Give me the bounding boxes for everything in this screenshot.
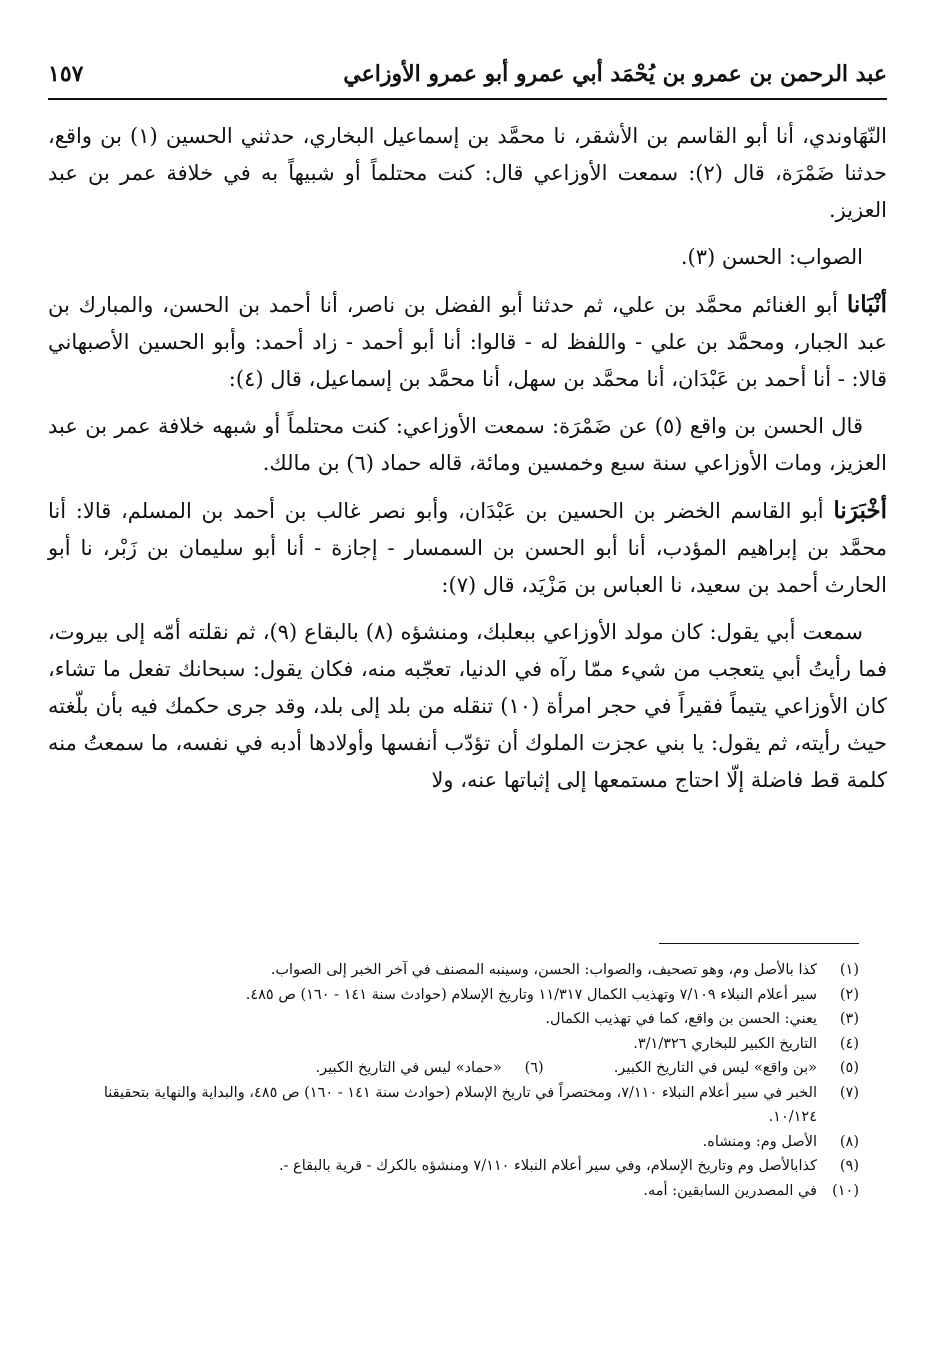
footnote-number: (١٠): [832, 1182, 859, 1199]
footnote-text: الخبر في سير أعلام النبلاء ٧/١١٠، ومختصراً في تاريخ الإسلام (حوادث سنة ١٤١ - ١٦٠) ص ٤٨٥، والبداية والنهاية بتحقيقنا ١٠/١٢٤.: [103, 1084, 817, 1125]
footnote-number: (٢): [839, 986, 859, 1003]
footnote-text: في المصدرين السابقين: أمه.: [643, 1182, 817, 1199]
paragraph-5: [48, 492, 887, 604]
footnote-text: كذابالأصل وم وتاريخ الإسلام، وفي سير أعلام النبلاء ٧/١١٠ ومنشؤه بالكرك - قرية بالبقاع -.: [278, 1158, 817, 1174]
footnote-10: [60, 1179, 859, 1204]
footnote-divider: [659, 943, 859, 944]
footnote-number: (٤): [839, 1035, 859, 1052]
page-number: ١٥٧: [48, 61, 84, 87]
footnote-text-secondary: «حماد» ليس في التاريخ الكبير.: [315, 1060, 502, 1076]
paragraph-5-text: أبو القاسم الخضر بن الحسين بن عَبْدَان، وأبو نصر غالب بن أحمد بن المسلم، قالا: أنا محمَّد بن إبراهيم المؤدب، أنا أبو الحسن بن السمسار - إجازة - أنا أبو سليمان بن زَبْر، نا أبو الحارث أحمد بن سعيد، نا العباس بن مَزْيَد، قال (٧):: [48, 499, 887, 597]
footnote-text: «بن واقع» ليس في التاريخ الكبير.: [613, 1060, 817, 1076]
paragraph-4-text: قال الحسن بن واقع (٥) عن ضَمْرَة: سمعت الأوزاعي: كنت محتلماً أو شبهه خلافة عمر بن عبد العزيز، ومات الأوزاعي سنة سبع وخمسين ومائة، قاله حماد (٦) بن مالك.: [48, 414, 887, 475]
main-text: [48, 118, 887, 805]
footnote-text: الأصل وم: ومنشاه.: [702, 1133, 817, 1150]
paragraph-3-text: أبو الغنائم محمَّد بن علي، ثم حدثنا أبو الفضل بن ناصر، أنا أحمد بن الحسن، والمبارك بن عبد الجبار، ومحمَّد بن علي - واللفظ له - قالوا: أنا أبو أحمد - زاد أحمد: وأبو الحسين الأصبهاني قالا: - أنا أحمد بن عَبْدَان، أنا محمَّد بن سهل، أنا محمَّد بن إسماعيل، قال (٤):: [48, 293, 887, 391]
footnote-text: يعني: الحسن بن واقع، كما في تهذيب الكمال.: [545, 1011, 817, 1027]
paragraph-3: [48, 286, 887, 398]
paragraph-2-text: الصواب: الحسن (٣).: [680, 245, 863, 269]
paragraph-6-text: سمعت أبي يقول: كان مولد الأوزاعي ببعلبك، ومنشؤه (٨) بالبقاع (٩)، ثم نقلته أمّه إلى بيروت، فما رأيتُ أبي يتعجب من شيء ممّا رآه في الدنيا، تعجّبه منه، فكان يقول: سبحانك تفعل ما تشاء، كان الأوزاعي يتيماً فقيراً في حجر امرأة (١٠) تنقله من بلد إلى بلد، وقد جرى حكمك فيه بأن بلّغته حيث رأيته، ثم يقول: يا بني عجزت الملوك أن تؤدّب أنفسها وأولادها أدبه في نفسه، ما سمعتُ منه كلمة قط فاضلة إلّا احتاج مستمعها إلى إثباتها عنه، ولا: [48, 620, 887, 792]
footnote-number: (٣): [839, 1011, 859, 1027]
footnote-7: [60, 1081, 859, 1130]
footnote-number: (٨): [839, 1133, 859, 1150]
footnote-number: (٥): [839, 1060, 859, 1076]
paragraph-6: [48, 614, 887, 799]
footnotes: [60, 958, 859, 1203]
paragraph-3-lead: أنْبَانا: [846, 291, 887, 318]
paragraph-2: [48, 239, 887, 276]
footnote-4: [60, 1032, 859, 1057]
page-header: [48, 50, 887, 100]
footnote-number: (١): [839, 962, 859, 978]
paragraph-5-lead: أخْبَرَنا: [833, 497, 887, 524]
paragraph-1-text: النّهَاوندي، أنا أبو القاسم بن الأشقر، نا محمَّد بن إسماعيل البخاري، حدثني الحسين (١) بن واقع، حدثنا ضَمْرَة، قال (٢): سمعت الأوزاعي قال: كنت محتلماً أو شبيهاً به في خلافة عمر بن عبد العزيز.: [48, 124, 887, 222]
running-title: عبد الرحمن بن عمرو بن يُحْمَد أبي عمرو أبو عمرو الأوزاعي: [343, 61, 887, 87]
footnote-number-secondary: (٦): [524, 1060, 544, 1076]
footnote-2: [60, 983, 859, 1008]
footnote-number: (٩): [839, 1158, 859, 1174]
footnote-text: التاريخ الكبير للبخاري ٣/١/٣٢٦.: [633, 1035, 817, 1052]
footnote-9: [60, 1154, 859, 1179]
paragraph-1: [48, 118, 887, 229]
footnote-5-6: [60, 1056, 859, 1081]
footnote-8: [60, 1130, 859, 1155]
footnote-3: [60, 1007, 859, 1032]
footnote-1: [60, 958, 859, 983]
footnote-number: (٧): [839, 1084, 859, 1101]
paragraph-4: [48, 408, 887, 482]
footnote-text: سير أعلام النبلاء ٧/١٠٩ وتهذيب الكمال ١١/٣١٧ وتاريخ الإسلام (حوادث سنة ١٤١ - ١٦٠) ص ٤٨٥.: [245, 986, 817, 1003]
footnote-text: كذا بالأصل وم، وهو تصحيف، والصواب: الحسن، وسينبه المصنف في آخر الخبر إلى الصواب.: [270, 962, 817, 978]
